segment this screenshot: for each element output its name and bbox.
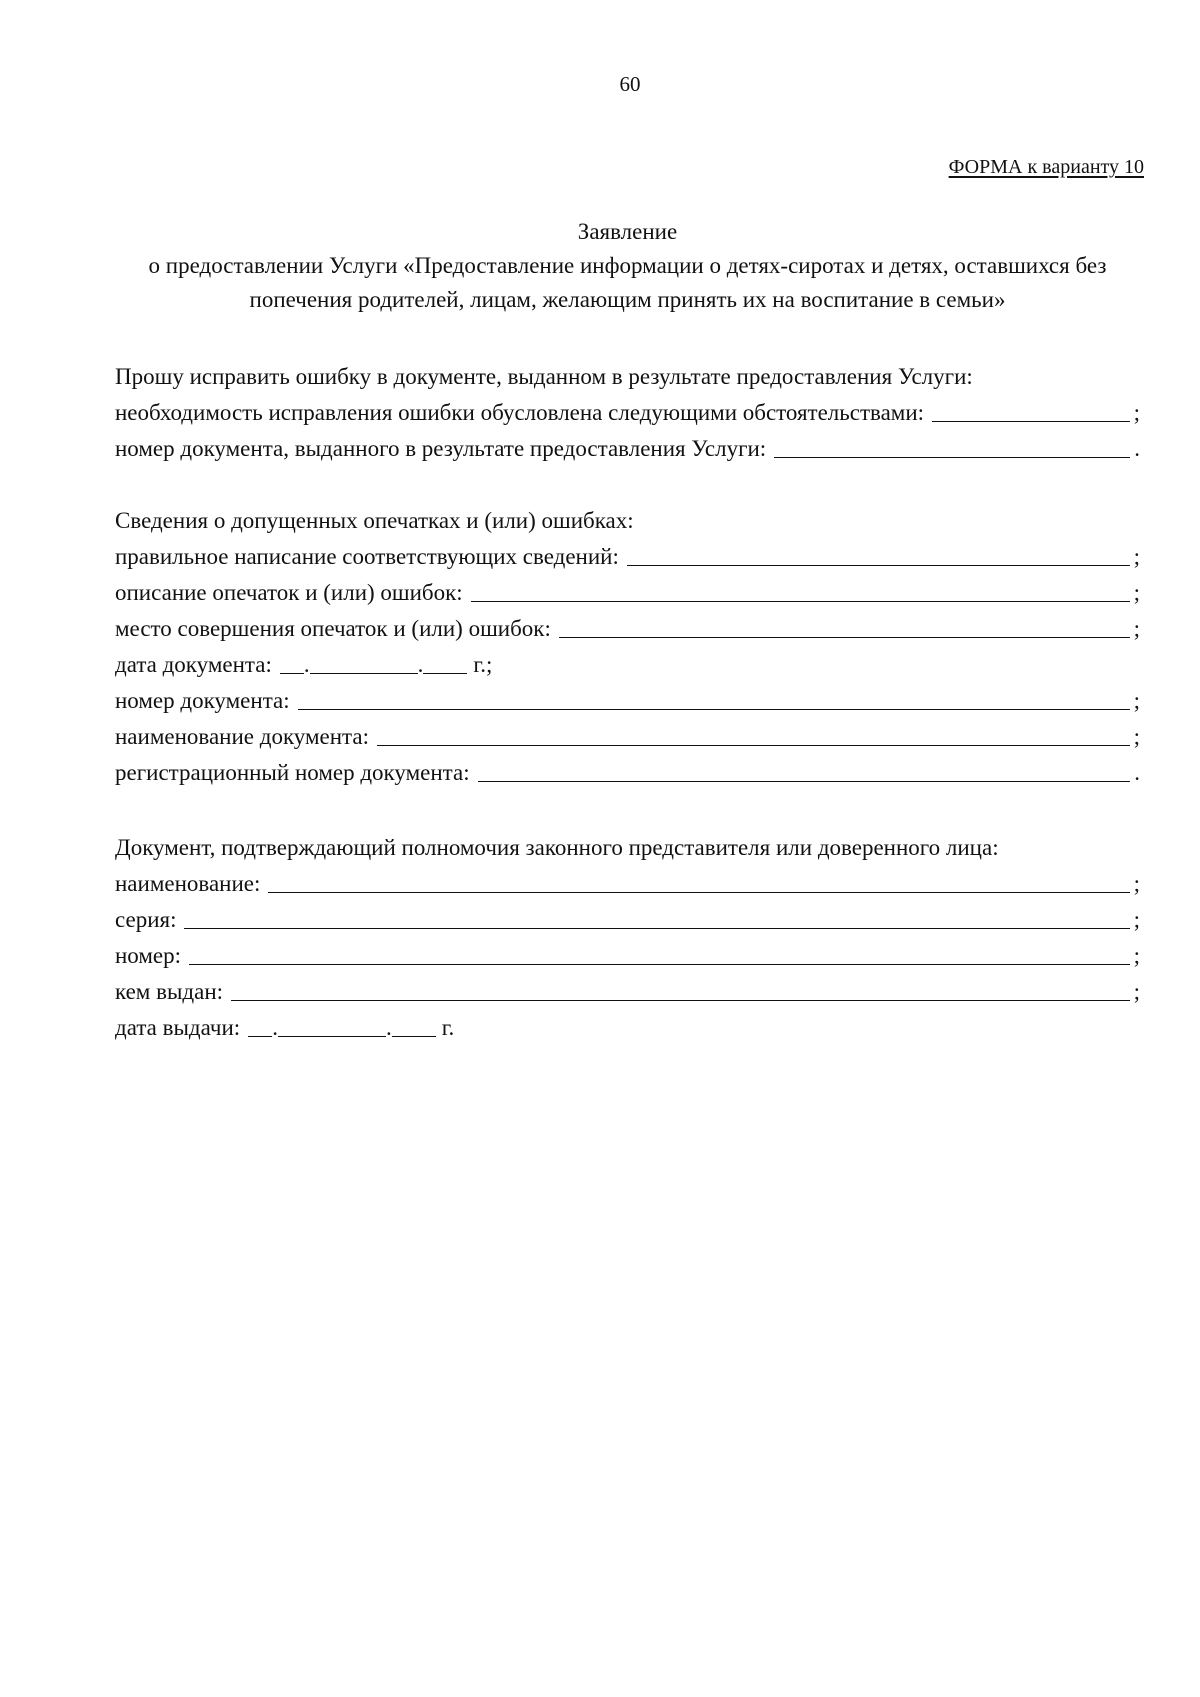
page-number: 60	[619, 72, 641, 96]
issue-day-field[interactable]	[248, 1012, 272, 1037]
field-circumstances: необходимость исправления ошибки обусловлена следующими обстоятельствами: ;	[115, 395, 1140, 431]
field-label: номер:	[115, 943, 182, 968]
field-label: наименование:	[115, 871, 261, 896]
authority-name-field[interactable]	[268, 868, 1129, 893]
field-label: номер документа:	[115, 688, 290, 713]
issued-document-number-field[interactable]	[774, 433, 1130, 458]
field-label: наименование документа:	[115, 724, 369, 749]
field-document-name: наименование документа: ;	[115, 719, 1140, 755]
field-correct-spelling: правильное написание соответствующих сведений: ;	[115, 539, 1140, 575]
correction-request-section	[115, 359, 1140, 467]
field-document-date: дата документа: . . г.;	[115, 647, 1140, 683]
field-errors-description: описание опечаток и (или) ошибок: ;	[115, 575, 1140, 611]
form-reference: ФОРМА к варианту 10	[948, 156, 1144, 178]
date-day-field[interactable]	[280, 649, 304, 674]
authority-document-section	[115, 830, 1140, 1046]
document-number-field[interactable]	[298, 685, 1130, 710]
field-label: серия:	[115, 907, 177, 932]
field-errors-location: место совершения опечаток и (или) ошибок: ;	[115, 611, 1140, 647]
date-year-field[interactable]	[423, 649, 467, 674]
section-intro: Прошу исправить ошибку в документе, выданном в результате предоставления Услуги:	[115, 364, 973, 389]
field-registration-number: регистрационный номер документа: .	[115, 755, 1140, 791]
field-issued-document-number: номер документа, выданного в результате предоставления Услуги: .	[115, 431, 1140, 467]
issue-year-field[interactable]	[392, 1012, 436, 1037]
issue-month-field[interactable]	[278, 1012, 386, 1037]
field-label: регистрационный номер документа:	[115, 760, 470, 785]
field-label: кем выдан:	[115, 979, 224, 1004]
series-field[interactable]	[184, 904, 1129, 929]
document-title	[115, 215, 1140, 317]
errors-details-section	[115, 503, 1140, 791]
field-label: дата выдачи:	[115, 1015, 241, 1040]
errors-location-field[interactable]	[559, 613, 1130, 638]
field-series: серия: ;	[115, 902, 1140, 938]
issued-by-field[interactable]	[231, 976, 1130, 1001]
date-month-field[interactable]	[310, 649, 418, 674]
field-label: описание опечаток и (или) ошибок:	[115, 580, 463, 605]
correct-spelling-field[interactable]	[627, 541, 1130, 566]
errors-description-field[interactable]	[471, 577, 1130, 602]
field-number: номер: ;	[115, 938, 1140, 974]
document-name-field[interactable]	[377, 721, 1130, 746]
section-intro: Документ, подтверждающий полномочия законного представителя или доверенного лица:	[115, 835, 999, 860]
number-field[interactable]	[189, 940, 1130, 965]
field-label: необходимость исправления ошибки обусловлена следующими обстоятельствами:	[115, 400, 925, 425]
section-intro: Сведения о допущенных опечатках и (или) ошибках:	[115, 508, 634, 533]
field-label: правильное написание соответствующих сведений:	[115, 544, 619, 569]
field-authority-name: наименование: ;	[115, 866, 1140, 902]
title-heading: Заявление	[577, 219, 678, 244]
field-document-number: номер документа: ;	[115, 683, 1140, 719]
circumstances-field[interactable]	[932, 397, 1130, 422]
field-label: номер документа, выданного в результате предоставления Услуги:	[115, 436, 767, 461]
field-label: место совершения опечаток и (или) ошибок:	[115, 616, 551, 641]
title-subtitle: о предоставлении Услуги «Предоставление информации о детях-сиротах и детях, оставшихся без попечения родителей, лицам, желающим принять их на воспитание в семьи»	[148, 253, 1107, 312]
registration-number-field[interactable]	[478, 757, 1131, 782]
field-label: дата документа:	[115, 652, 272, 677]
field-issued-by: кем выдан: ;	[115, 974, 1140, 1010]
field-issue-date: дата выдачи: . . г.	[115, 1010, 1140, 1046]
